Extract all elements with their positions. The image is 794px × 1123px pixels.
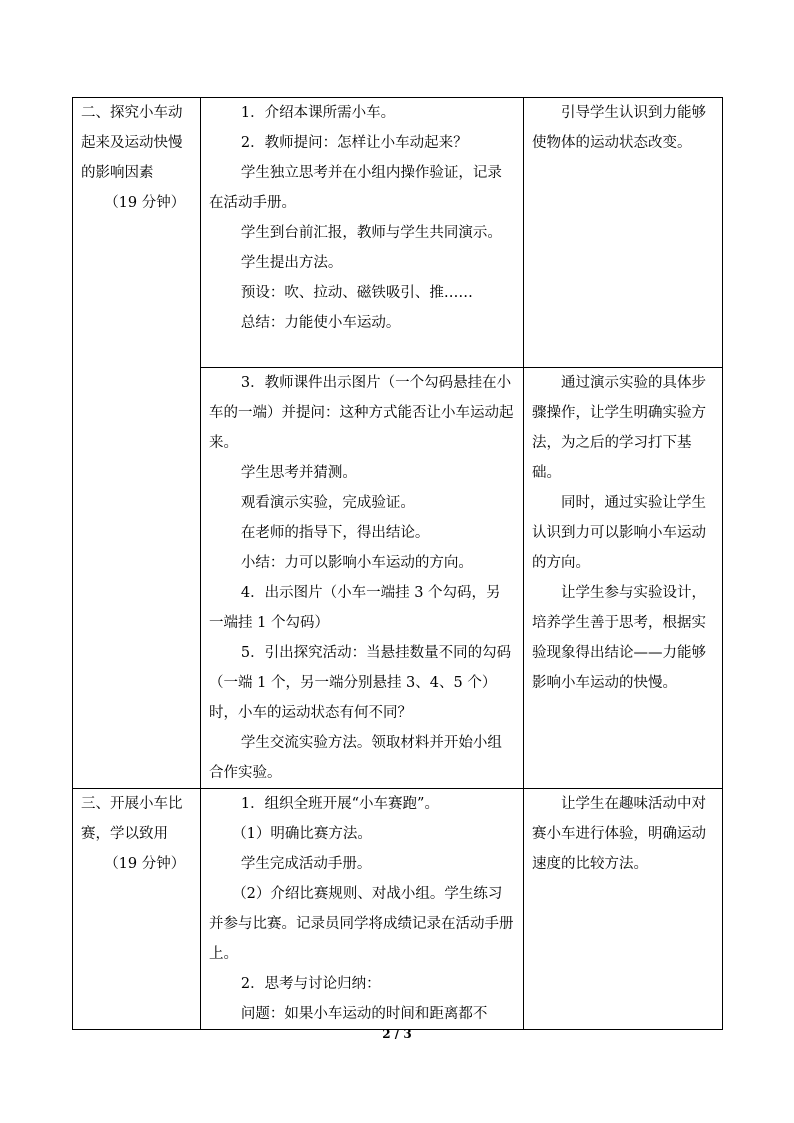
stage-title: 二、探究小车动起来及运动快慢的影响因素: [81, 105, 183, 181]
lesson-plan-body: [73, 98, 723, 1030]
lesson-plan-table: [72, 97, 723, 1030]
process-line: 2．教师提问：怎样让小车动起来？: [240, 135, 468, 151]
process-line: 3．教师课件出示图片（一个勾码悬挂在小车的一端）并提问：这种方式能否让小车运动起来。: [209, 375, 514, 451]
process-line: 学生思考并猜测。: [240, 465, 357, 481]
goal-cell: [524, 98, 723, 368]
table-row: [73, 789, 723, 1030]
process-line: 学生交流实验方法。领取材料并开始小组合作实验。: [209, 735, 502, 781]
process-line: 问题：如果小车运动的时间和距离都不: [240, 1006, 488, 1022]
process-line: 1．介绍本课所需小车。: [240, 105, 396, 121]
stage-cell: [73, 789, 201, 1030]
process-cell: [201, 368, 524, 789]
goal-text: 让学生参与实验设计，培养学生善于思考，根据实验现象得出结论——力能够影响小车运动的快慢。: [532, 585, 706, 691]
process-line: 学生到台前汇报，教师与学生共同演示。: [240, 225, 502, 241]
process-line: 总结：力能使小车运动。: [240, 315, 401, 331]
process-cell: [201, 789, 524, 1030]
process-line: 2．思考与讨论归纳：: [240, 976, 381, 992]
process-line: 4．出示图片（小车一端挂 3 个勾码，另一端挂 1 个勾码）: [209, 585, 501, 631]
goal-text: 让学生在趣味活动中对赛小车进行体验，明确运动速度的比较方法。: [532, 796, 706, 872]
goal-text: 通过演示实验的具体步骤操作，让学生明确实验方法，为之后的学习打下基础。: [532, 375, 706, 481]
goal-text: 引导学生认识到力能够使物体的运动状态改变。: [532, 105, 706, 151]
goal-text: 同时，通过实验让学生认识到力可以影响小车运动的方向。: [532, 495, 706, 571]
process-cell: [201, 98, 524, 368]
process-line: 1．组织全班开展“小车赛跑”。: [240, 796, 439, 812]
process-line: （1）明确比赛方法。: [232, 826, 372, 842]
page-number: 2 / 3: [382, 1027, 412, 1041]
process-line: （2）介绍比赛规则、对战小组。学生练习并参与比赛。记录员同学将成绩记录在活动手册上。: [209, 886, 514, 962]
process-line: 学生提出方法。: [240, 255, 343, 271]
process-line: 5．引出探究活动：当悬挂数量不同的勾码（一端 1 个，另一端分别悬挂 3、4、5 个）时，小车的运动状态有何不同？: [209, 645, 512, 721]
process-line: 观看演示实验，完成验证。: [240, 495, 415, 511]
stage-title: 三、开展小车比赛，学以致用: [81, 796, 183, 842]
table-row: [73, 98, 723, 368]
process-line: 学生完成活动手册。: [240, 856, 372, 872]
stage-cell: [73, 98, 201, 789]
stage-time: （19 分钟）: [104, 856, 186, 872]
process-line: 预设：吹、拉动、磁铁吸引、推……: [240, 285, 473, 301]
process-line: 学生独立思考并在小组内操作验证，记录在活动手册。: [209, 165, 502, 211]
process-line: 小结：力可以影响小车运动的方向。: [240, 555, 473, 571]
goal-cell: [524, 789, 723, 1030]
goal-cell: [524, 368, 723, 789]
stage-time: （19 分钟）: [104, 195, 186, 211]
process-line: 在老师的指导下，得出结论。: [240, 525, 430, 541]
